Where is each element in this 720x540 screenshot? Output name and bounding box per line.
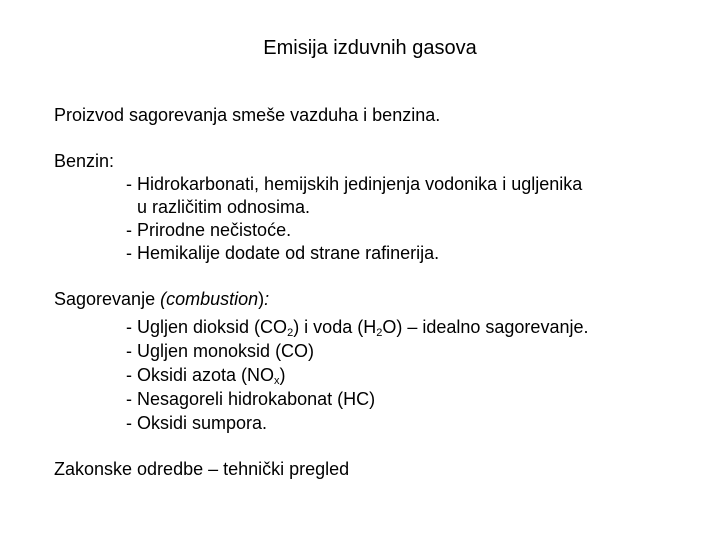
emission-item-hc: - Nesagoreli hidrokabonat (HC) <box>126 389 376 409</box>
sagorevanje-heading-text: Sagorevanje <box>54 289 161 309</box>
heading-open-paren: ( <box>160 289 167 309</box>
heading-colon: : <box>264 289 270 309</box>
h2o-text: ) i voda (H <box>293 317 377 337</box>
nox-subscript: x <box>274 375 280 387</box>
co2-text: - Ugljen dioksid (CO <box>126 317 288 337</box>
emission-item-sox: - Oksidi sumpora. <box>126 413 268 433</box>
emission-item-co: - Ugljen monoksid (CO) <box>126 341 315 361</box>
benzin-item-3: - Hemikalije dodate od strane rafinerija. <box>126 243 440 263</box>
benzin-heading: Benzin: <box>54 151 115 171</box>
nox-text: - Oksidi azota (NO <box>126 365 275 385</box>
heading-combustion: combustion <box>166 289 259 309</box>
heading-close-paren: ) <box>258 289 265 309</box>
emission-item-nox <box>126 364 286 387</box>
emission-item-co2-h2o <box>126 316 588 339</box>
co2-subscript: 2 <box>287 327 294 339</box>
slide-title: Emisija izduvnih gasova <box>263 37 477 59</box>
ideal-combustion-text: O) – idealno sagorevanje. <box>382 317 589 337</box>
h2o-subscript: 2 <box>376 327 383 339</box>
nox-close: ) <box>279 365 286 385</box>
sagorevanje-heading <box>54 288 269 311</box>
footer-text: Zakonske odredbe – tehnički pregled <box>54 459 350 479</box>
benzin-item-1-continued: u različitim odnosima. <box>137 197 311 217</box>
benzin-item-1: - Hidrokarbonati, hemijskih jedinjenja vodonika i ugljenika <box>126 174 583 194</box>
intro-text: Proizvod sagorevanja smeše vazduha i benzina. <box>54 105 441 125</box>
benzin-item-2: - Prirodne nečistoće. <box>126 220 292 240</box>
